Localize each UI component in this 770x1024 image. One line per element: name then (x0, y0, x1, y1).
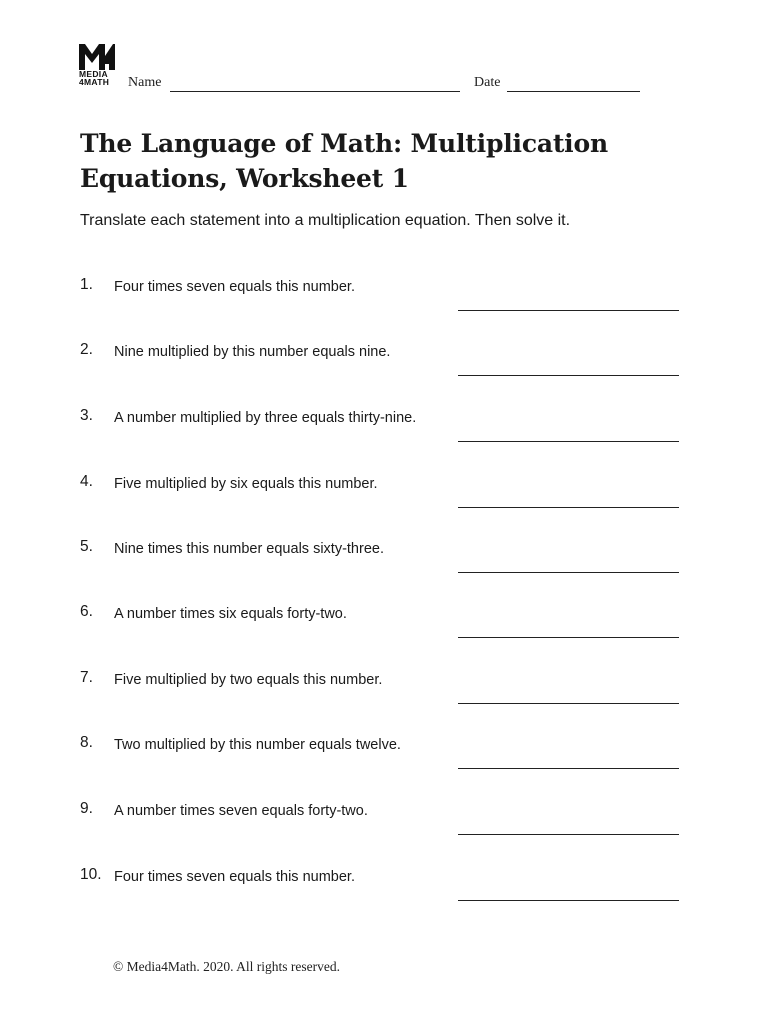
page-title (80, 126, 700, 196)
problem-text: A number times six equals forty-two. (114, 606, 347, 622)
answer-line[interactable] (458, 900, 679, 901)
problem-number: 1. (80, 276, 93, 293)
answer-line[interactable] (458, 768, 679, 769)
problem-text: Five multiplied by two equals this number. (114, 672, 383, 688)
answer-line[interactable] (458, 703, 679, 704)
problem-item (80, 800, 680, 860)
name-field[interactable] (170, 91, 460, 92)
answer-line[interactable] (458, 507, 679, 508)
problem-text: A number times seven equals forty-two. (114, 803, 368, 819)
problem-item (80, 538, 680, 598)
problem-text: Four times seven equals this number. (114, 279, 355, 295)
answer-line[interactable] (458, 441, 679, 442)
problem-text: Two multiplied by this number equals twelve. (114, 737, 401, 753)
problem-item (80, 669, 680, 729)
problem-number: 10. (80, 866, 102, 883)
problem-item (80, 603, 680, 663)
media4math-logo (79, 44, 117, 86)
logo-text-4math: 4MATH (79, 77, 110, 87)
title-line-1: The Language of Math: Multiplication (80, 129, 608, 158)
problem-text: A number multiplied by three equals thirty-nine. (114, 410, 417, 426)
m4-logo-mark-icon (79, 44, 115, 70)
date-field[interactable] (507, 91, 640, 92)
problem-number: 7. (80, 669, 93, 686)
problem-text: Nine times this number equals sixty-three. (114, 541, 384, 557)
problem-item (80, 276, 680, 336)
problem-text: Five multiplied by six equals this number. (114, 476, 378, 492)
problem-number: 6. (80, 603, 93, 620)
problem-item (80, 734, 680, 794)
problem-number: 8. (80, 734, 93, 751)
date-label: Date (474, 75, 501, 90)
problem-item (80, 866, 680, 926)
answer-line[interactable] (458, 637, 679, 638)
answer-line[interactable] (458, 375, 679, 376)
problem-item (80, 341, 680, 401)
problem-number: 3. (80, 407, 93, 424)
problem-text: Nine multiplied by this number equals nine. (114, 344, 391, 360)
problem-item (80, 473, 680, 533)
title-line-2: Equations, Worksheet 1 (80, 164, 409, 193)
logo-text-media: MEDIA (79, 69, 108, 79)
instructions: Translate each statement into a multiplication equation. Then solve it. (80, 212, 571, 229)
problem-number: 4. (80, 473, 93, 490)
name-label: Name (128, 75, 162, 90)
answer-line[interactable] (458, 834, 679, 835)
answer-line[interactable] (458, 310, 679, 311)
problem-text: Four times seven equals this number. (114, 869, 355, 885)
answer-line[interactable] (458, 572, 679, 573)
problem-item (80, 407, 680, 467)
problem-number: 5. (80, 538, 93, 555)
problem-number: 2. (80, 341, 93, 358)
copyright-footer: © Media4Math. 2020. All rights reserved. (113, 959, 340, 974)
problem-number: 9. (80, 800, 93, 817)
